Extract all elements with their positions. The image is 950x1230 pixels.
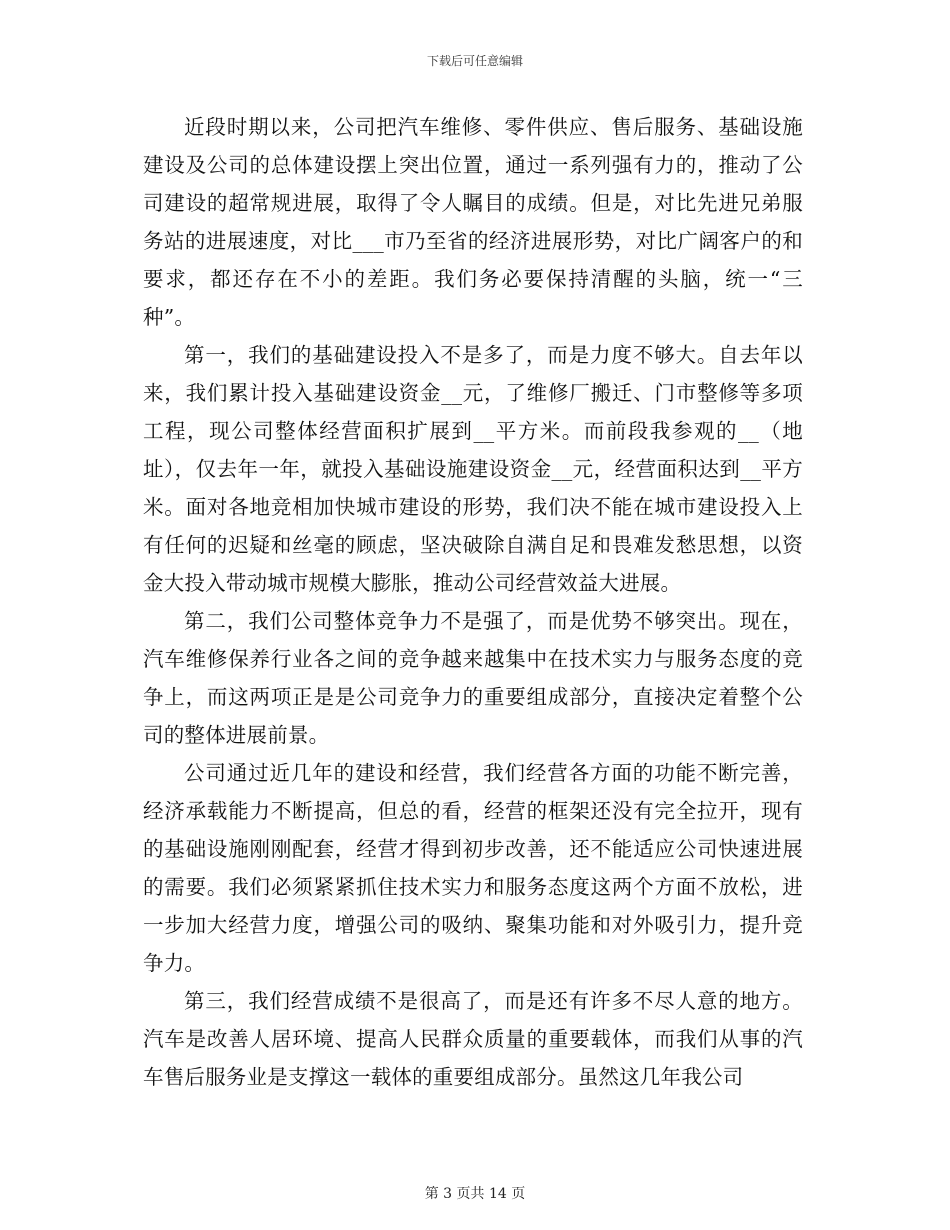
paragraph-2: 第一，我们的基础建设投入不是多了，而是力度不够大。自去年以来，我们累计投入基础建设资金__元，了维修厂搬迁、门市整修等多项工程，现公司整体经营面积扩展到__平方米。而前段我参观的__（地址），仅去年一年，就投入基础设施建设资金__元，经营面积达到__平方米。面对各地竞相加快城市建设的形势，我们决不能在城市建设投入上有任何的迟疑和丝毫的顾虑，坚决破除自满自足和畏难发愁思想，以资金大投入带动城市规模大膨胀，推动公司经营效益大进展。	[143, 343, 803, 595]
paragraph-1: 近段时期以来，公司把汽车维修、零件供应、售后服务、基础设施建设及公司的总体建设摆上突出位置，通过一系列强有力的，推动了公司建设的超常规进展，取得了令人瞩目的成绩。但是，对比先进兄弟服务站的进展速度，对比___市乃至省的经济进展形势，对比广阔客户的和要求，都还存在不小的差距。我们务必要保持清醒的头脑，统一“三种”。	[143, 115, 803, 329]
document-body	[143, 108, 803, 1096]
page-header: 下载后可任意编辑	[426, 54, 523, 68]
page-footer: 第 3 页共 14 页	[424, 1186, 526, 1202]
paragraph-5: 第三，我们经营成绩不是很高了，而是还有许多不尽人意的地方。汽车是改善人居环境、提高人民群众质量的重要载体，而我们从事的汽车售后服务业是支撑这一载体的重要组成部分。虽然这几年我公司	[143, 989, 803, 1089]
paragraph-4: 公司通过近几年的建设和经营，我们经营各方面的功能不断完善，经济承载能力不断提高，但总的看，经营的框架还没有完全拉开，现有的基础设施刚刚配套，经营才得到初步改善，还不能适应公司快速进展的需要。我们必须紧紧抓住技术实力和服务态度这两个方面不放松，进一步加大经营力度，增强公司的吸纳、聚集功能和对外吸引力，提升竞争力。	[143, 761, 803, 975]
paragraph-3: 第二，我们公司整体竞争力不是强了，而是优势不够突出。现在，汽车维修保养行业各之间的竞争越来越集中在技术实力与服务态度的竞争上，而这两项正是是公司竞争力的重要组成部分，直接决定着整个公司的整体进展前景。	[143, 609, 803, 747]
